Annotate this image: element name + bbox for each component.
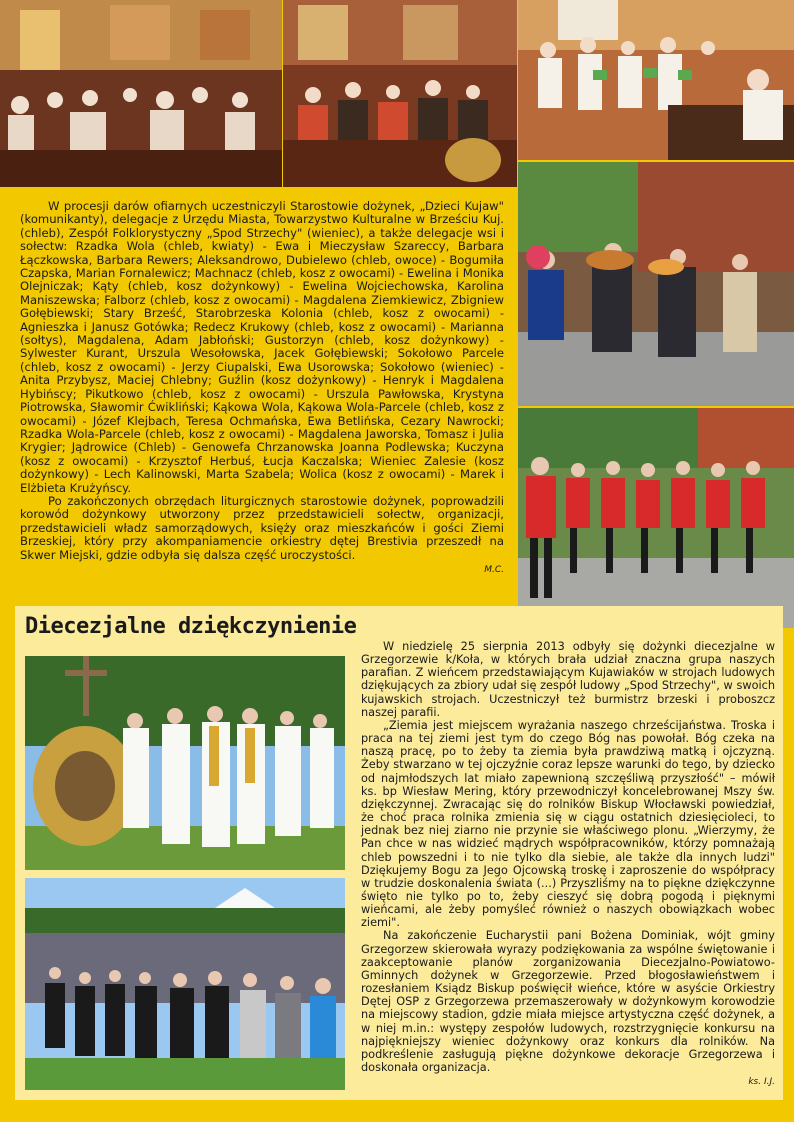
top-article-paragraph: W procesji darów ofiarnych uczestniczyli Starostowie dożynek, „Dzieci Kujaw"(komunikanty), delegacje z Urzędu Miasta, Towarzystwo Kulturalne w Brześciu Kuj. (chleb), Zespół Folklorystyczny „Spod Strzechy" (wieniec), a także delegacje wsi i sołectw: Rzadka Wola (chleb, kwiaty) - Ewa i Mieczysław Szareccy, Barbara Łączkowska, Barbara Rewers; Aleksandrowo, Dubielewo (chleb, owoce) - Bogumiła Czapska, Marian Fornalewicz; Machnacz (chleb, kosz z owocami) - Ewelina i Monika Olejniczak; Kąty (chleb, kosz dożynkowy) - Ewelina Wojciechowska, Karolina Maniszewska; Falborz (chleb, kosz z owocami) - Magdalena Ziemkiewicz, Zbigniew Gołębiewski; Stary Brześć, Starobrzeska Kolonia (chleb, kosz z owocami) - Agnieszka i Janusz Gotówka; Redecz Krukowy (chleb, kosz z owocami) - Marianna (sołtys), Magdalena, Adam Jabłoński; Gustorzyn (chleb, kosz dożynkowy) - Sylwester Kurant, Urszula Wesołowska, Jacek Gołębiewski; Sokołowo Parcele (chleb, kosz z owocami) - Jerzy Ciupalski, Ewa Usorowska; Sokołowo (wieniec) - Anita Przybysz, Maciej Chlebny; Guźlin (kosz dożynkowy) - Henryk i Magdalena Hybińscy; Pikutkowo (chleb, kosz z owocami) - Urszula Pawłowska, Krystyna Piotrowska, Sławomir Ćwikliński; Kąkowa Wola, Kąkowa Wola-Parcele (chleb, kosz z owocami) - Józef Klejbach, Teresa Ochmańska, Ewa Betlińska, Cezary Nawrocki; Rzadka Wola-Parcele (chleb, kosz z owocami) - Magdalena Jaworska, Tomasz i Julia Krygier; Jądrowice (Chleb) - Genowefa Chrzanowska Joanna Podlewska; Kuczyna (kosz z owocami) - Krzysztof Herbuś, Łucja Kaczalska; Wieniec Zalesie (kosz dożynkowy) - Lech Kalinowski, Marta Szabela; Wolica (kosz z owocami) - Marek i Elżbieta Krużyńscy. bbox=[20, 199, 504, 495]
photo-church-congregation-middle bbox=[283, 0, 517, 187]
lower-article-signature: ks. I.J. bbox=[748, 1077, 775, 1088]
top-article-signature: M.C. bbox=[484, 564, 504, 575]
lower-article-paragraph: Na zakończenie Eucharystii pani Bożena Dominiak, wójt gminy Grzegorzew skierowała wyrazy podziękowania za wspólne świętowanie i zaakceptowanie planów zorganizowania Diecezjalno-Powiatowo-Gminnych dożynek w Grzegorzewie. Przed błogosławieństwem i rozesłaniem Ksiądz Biskup poświęcił wieńce, które w asyście Orkiestry Dętej OSP z Grzegorzewa przemaszerowały w dożynkowym korowodzie na miejscowy stadion, gdzie miała miejsce artystyczna część dożynek, a w niej m.in.: występy zespołów ludowych, rozstrzygnięcie konkursu na najpiękniejszy wieniec dożynkowy oraz konkurs dla rolników. Na podkreślenie zasługują piękne dożynkowe dekoracje Grzegorzewa i doskonała organizacja. bbox=[361, 929, 775, 1074]
photo-bishops-with-harvest-wreath bbox=[25, 656, 345, 870]
photo-brass-band-parade bbox=[518, 408, 794, 628]
lower-article-paragraph: „Ziemia jest miejscem wyrażania naszego chrześcijaństwa. Troska i praca na tej ziemi jest tym do czego Bóg nas powołał. Bóg czeka na naszą pracę, po to żeby ta ziemia była prawdziwą matką i ojczyzną. Żeby stwarzano w tej ojczyźnie coraz lepsze warunki do tego, by dziecko od najmłodszych lat miało zapewnioną szczęśliwą przyszłość" – mówił ks. bp Wiesław Mering, który przewodniczył koncelebrowanej Mszy św. dziękczynnej. Zwracając się do rolników Biskup Włocławski powiedział, że choć praca rolnika zmienia się w ciągu ostatnich dziesięcioleci, to jednak bez niej ziarno nie przynie sie właściwego plonu. „Wierzymy, że Pan chce w nas widzieć mądrych współpracowników, którzy pomnażają chleb powszedni i to nie tylko dla siebie, ale także dla innych ludzi" Dziękujemy Bogu za Jego Ojcowską troskę i zaproszenie do współpracy w trudzie doskonalenia świata (...) Przyszliśmy na to piękne dziękczynne święto nie tylko po to, żeby cieszyć się dobrą pogodą i pięknymi wieńcami, ale żeby pomyśleć również o naszych obowiązkach wobec ziemi". bbox=[361, 718, 775, 930]
section-title: Diecezjalne dziękczynienie bbox=[25, 614, 357, 639]
photo-church-congregation-left bbox=[0, 0, 282, 187]
photo-choir-singing bbox=[518, 0, 794, 160]
top-article bbox=[20, 200, 504, 577]
photo-clergy-crowd-stadium bbox=[25, 878, 345, 1090]
lower-article bbox=[361, 640, 775, 1089]
diocesan-thanksgiving-section bbox=[15, 606, 783, 1100]
lower-article-paragraph: W niedzielę 25 sierpnia 2013 odbyły się dożynki diecezjalne w Grzegorzewie k/Koła, w których brała udział znaczna grupa naszych parafian. Z wieńcem przedstawiającym Kujawiaków w strojach ludowych dziękujących za zbiory udał się zespół ludowy „Spod Strzechy", w swoich kujawskich strojach. Uczestniczył też burmistrz brzeski i proboszcz naszej parafii. bbox=[361, 640, 775, 719]
photo-procession-starostowie bbox=[518, 162, 794, 406]
top-article-paragraph: Po zakończonych obrzędach liturgicznych starostowie dożynek, poprowadzili korowód dożynkowy utworzony przez przedstawicieli sołectw, organizacji, przedstawicieli władz samorządowych, księży oraz mieszkańców i gości Ziemi Brzeskiej, który przy akompaniamencie orkiestry dętej Brestivia przeszedł na Skwer Miejski, gdzie odbyła się dalsza część uroczystości. bbox=[20, 493, 504, 562]
